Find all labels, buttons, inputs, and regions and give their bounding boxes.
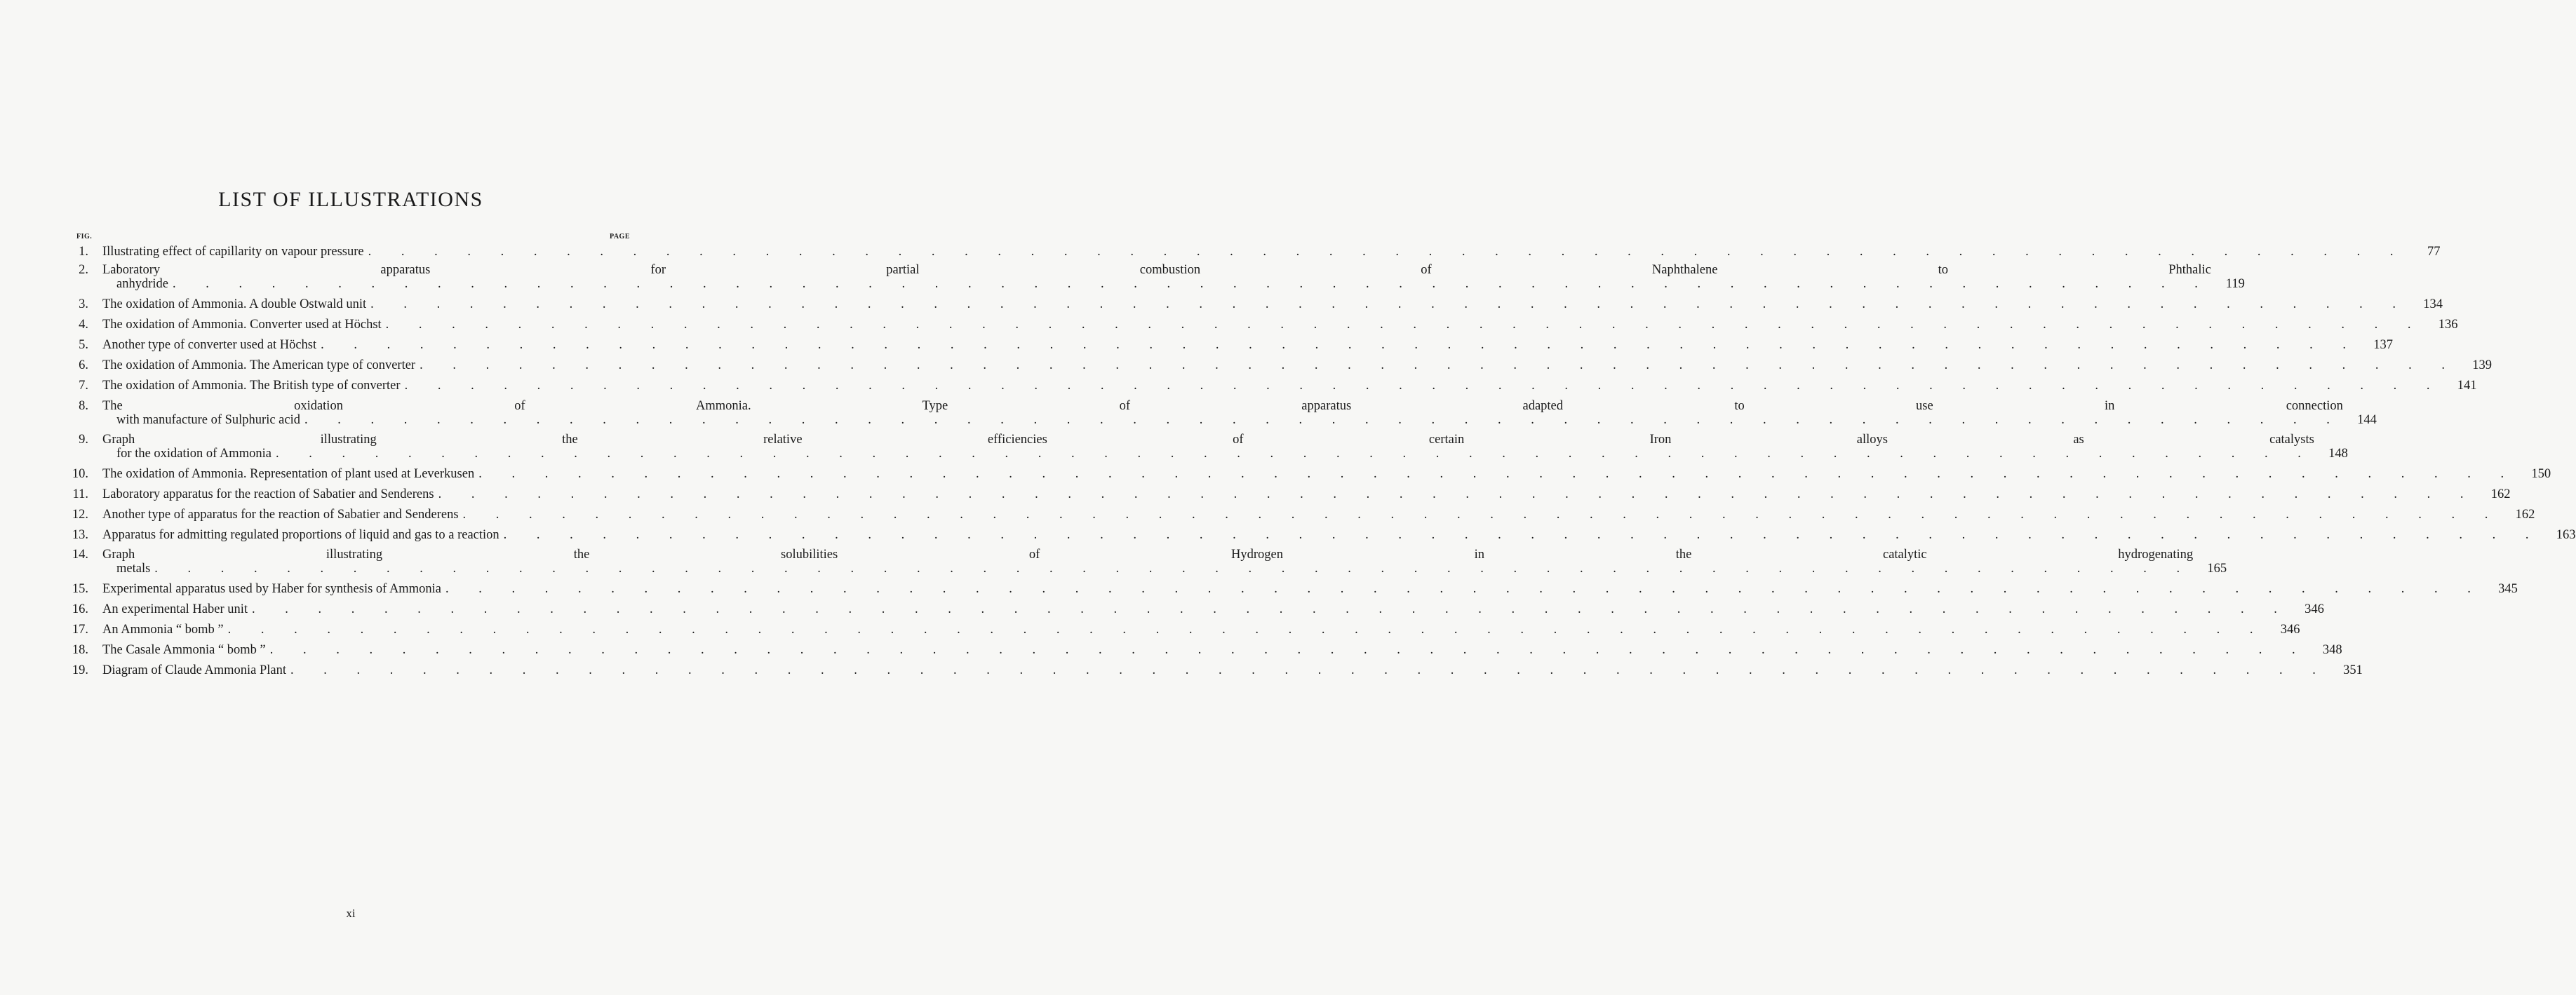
caption-line bbox=[102, 447, 2348, 461]
dot-leader bbox=[463, 508, 2502, 522]
figure-number: 19. bbox=[72, 663, 88, 677]
caption-first-line: Laboratory apparatus for partial combustion of Naphthalene to Phthalic bbox=[102, 263, 2211, 277]
page-title: LIST OF ILLUSTRATIONS bbox=[218, 188, 483, 211]
caption-line bbox=[102, 487, 2510, 501]
caption-text: Diagram of Claude Ammonia Plant bbox=[102, 663, 287, 677]
page-reference: 346 bbox=[2280, 623, 2300, 637]
dot-leader bbox=[368, 245, 2407, 259]
list-item bbox=[70, 487, 2511, 501]
figure-number: 4. bbox=[79, 318, 88, 332]
caption-line bbox=[102, 602, 2324, 616]
list-item bbox=[70, 318, 2458, 332]
page-reference: 144 bbox=[2357, 413, 2377, 427]
figure-number: 12. bbox=[72, 508, 88, 522]
figure-number: 10. bbox=[72, 467, 88, 481]
entry-body bbox=[88, 467, 2551, 481]
caption-text: Another type of apparatus for the reaction of Sabatier and Senderens bbox=[102, 508, 459, 522]
dot-leader bbox=[445, 582, 2484, 596]
caption-text: with manufacture of Sulphuric acid bbox=[116, 413, 300, 427]
page-reference: 119 bbox=[2225, 277, 2245, 291]
dot-leader bbox=[420, 358, 2458, 372]
caption-line bbox=[102, 277, 2245, 291]
caption-line bbox=[102, 467, 2551, 481]
entry-body bbox=[88, 582, 2518, 596]
caption-text: The Casale Ammonia “ bomb ” bbox=[102, 643, 266, 657]
page-reference: 345 bbox=[2498, 582, 2518, 596]
list-item bbox=[70, 245, 2441, 259]
caption-text: Another type of converter used at Höchst bbox=[102, 338, 317, 352]
caption-line bbox=[102, 318, 2458, 332]
figure-number: 14. bbox=[72, 548, 88, 562]
page-reference: 162 bbox=[2515, 508, 2535, 522]
figure-number: 18. bbox=[72, 643, 88, 657]
dot-leader bbox=[370, 297, 2409, 311]
page-reference: 77 bbox=[2427, 245, 2441, 259]
dot-leader bbox=[386, 318, 2424, 332]
figure-number: 13. bbox=[72, 528, 88, 542]
caption-line bbox=[102, 297, 2443, 311]
dot-leader bbox=[438, 487, 2477, 501]
dot-leader bbox=[173, 277, 2211, 291]
caption-text: Laboratory apparatus for the reaction of Sabatier and Senderens bbox=[102, 487, 434, 501]
caption-text: metals bbox=[116, 562, 151, 576]
caption-first-line: Graph illustrating the relative efficiencies of certain Iron alloys as catalysts bbox=[102, 433, 2314, 447]
caption-text: The oxidation of Ammonia. The British type of converter bbox=[102, 379, 401, 393]
entry-body bbox=[88, 318, 2458, 332]
entry-body bbox=[88, 663, 2363, 677]
figure-number: 7. bbox=[79, 379, 88, 393]
caption-line bbox=[102, 413, 2377, 427]
caption-text: An experimental Haber unit bbox=[102, 602, 248, 616]
entry-body bbox=[88, 263, 2245, 291]
caption-line bbox=[102, 582, 2518, 596]
entry-body bbox=[88, 623, 2300, 637]
caption-text: The oxidation of Ammonia. The American type of converter bbox=[102, 358, 416, 372]
page-reference: 163 bbox=[2556, 528, 2576, 542]
list-item bbox=[70, 548, 2227, 576]
caption-text: The oxidation of Ammonia. A double Ostwald unit bbox=[102, 297, 367, 311]
page-reference: 162 bbox=[2490, 487, 2511, 501]
caption-text: The oxidation of Ammonia. Representation of plant used at Leverkusen bbox=[102, 467, 475, 481]
figure-number: 15. bbox=[72, 582, 88, 596]
dot-leader bbox=[321, 338, 2359, 352]
caption-text: The oxidation of Ammonia. Converter used at Höchst bbox=[102, 318, 382, 332]
caption-line bbox=[102, 379, 2476, 393]
page-number-footer: xi bbox=[346, 907, 356, 920]
list-item bbox=[70, 643, 2342, 657]
dot-leader bbox=[276, 447, 2314, 461]
caption-text: Apparatus for admitting regulated proportions of liquid and gas to a reaction bbox=[102, 528, 499, 542]
page-reference: 137 bbox=[2373, 338, 2394, 352]
figure-number: 2. bbox=[79, 263, 88, 277]
page-reference: 346 bbox=[2305, 602, 2324, 616]
caption-line bbox=[102, 358, 2492, 372]
dot-leader bbox=[154, 562, 2193, 576]
list-item bbox=[70, 508, 2535, 522]
caption-first-line: The oxidation of Ammonia. Type of apparatus adapted to use in connection bbox=[102, 399, 2343, 413]
list-item bbox=[70, 379, 2477, 393]
page-reference: 134 bbox=[2423, 297, 2443, 311]
list-item bbox=[70, 528, 2576, 542]
list-item bbox=[70, 467, 2551, 481]
caption-line bbox=[102, 562, 2227, 576]
dot-leader bbox=[304, 413, 2343, 427]
fig-column-header: FIG. bbox=[76, 233, 93, 241]
dot-leader bbox=[270, 643, 2309, 657]
dot-leader bbox=[478, 467, 2517, 481]
list-item bbox=[70, 399, 2377, 427]
list-item bbox=[70, 338, 2394, 352]
caption-line bbox=[102, 663, 2363, 677]
caption-text: anhydride bbox=[116, 277, 168, 291]
entry-body bbox=[88, 297, 2443, 311]
caption-text: for the oxidation of Ammonia bbox=[116, 447, 271, 461]
list-item bbox=[70, 582, 2518, 596]
caption-line bbox=[102, 643, 2342, 657]
list-item bbox=[70, 623, 2300, 637]
page-reference: 139 bbox=[2472, 358, 2492, 372]
caption-line bbox=[102, 623, 2300, 637]
entry-body bbox=[88, 548, 2227, 576]
page-reference: 150 bbox=[2531, 467, 2551, 481]
entry-body bbox=[88, 602, 2324, 616]
caption-text: Experimental apparatus used by Haber for synthesis of Ammonia bbox=[102, 582, 441, 596]
list-item bbox=[70, 263, 2245, 291]
page-reference: 351 bbox=[2343, 663, 2363, 677]
entry-body bbox=[88, 245, 2441, 259]
figure-number: 11. bbox=[72, 487, 88, 501]
figure-number: 6. bbox=[79, 358, 88, 372]
entry-body bbox=[88, 399, 2377, 427]
caption-line bbox=[102, 528, 2576, 542]
caption-first-line: Graph illustrating the solubilities of Hydrogen in the catalytic hydrogenating bbox=[102, 548, 2194, 562]
list-item bbox=[70, 358, 2492, 372]
entry-body bbox=[88, 508, 2535, 522]
figure-number: 17. bbox=[72, 623, 88, 637]
figure-number: 9. bbox=[79, 433, 88, 447]
entry-body bbox=[88, 487, 2510, 501]
illustrations-list bbox=[70, 238, 2576, 677]
entry-body bbox=[88, 528, 2576, 542]
page-reference: 348 bbox=[2322, 643, 2342, 657]
figure-number: 5. bbox=[79, 338, 88, 352]
page-reference: 165 bbox=[2207, 562, 2227, 576]
caption-line bbox=[102, 338, 2393, 352]
entry-body bbox=[88, 338, 2393, 352]
caption-line bbox=[102, 245, 2441, 259]
list-item bbox=[70, 663, 2363, 677]
page-reference: 148 bbox=[2328, 447, 2348, 461]
entry-body bbox=[88, 643, 2342, 657]
entry-body bbox=[88, 358, 2492, 372]
list-item bbox=[70, 297, 2443, 311]
entry-body bbox=[88, 433, 2348, 461]
page-reference: 136 bbox=[2438, 318, 2458, 332]
dot-leader bbox=[504, 528, 2542, 542]
figure-number: 1. bbox=[79, 245, 88, 259]
page-column-header: PAGE bbox=[609, 233, 630, 241]
list-item bbox=[70, 433, 2348, 461]
caption-text: Illustrating effect of capillarity on vapour pressure bbox=[102, 245, 364, 259]
entry-body bbox=[88, 379, 2476, 393]
dot-leader bbox=[290, 663, 2329, 677]
figure-number: 8. bbox=[79, 399, 88, 413]
figure-number: 3. bbox=[79, 297, 88, 311]
dot-leader bbox=[405, 379, 2443, 393]
figure-number: 16. bbox=[72, 602, 88, 616]
list-item bbox=[70, 602, 2324, 616]
dot-leader bbox=[252, 602, 2290, 616]
caption-text: An Ammonia “ bomb ” bbox=[102, 623, 224, 637]
page-reference: 141 bbox=[2457, 379, 2477, 393]
dot-leader bbox=[228, 623, 2267, 637]
caption-line bbox=[102, 508, 2535, 522]
